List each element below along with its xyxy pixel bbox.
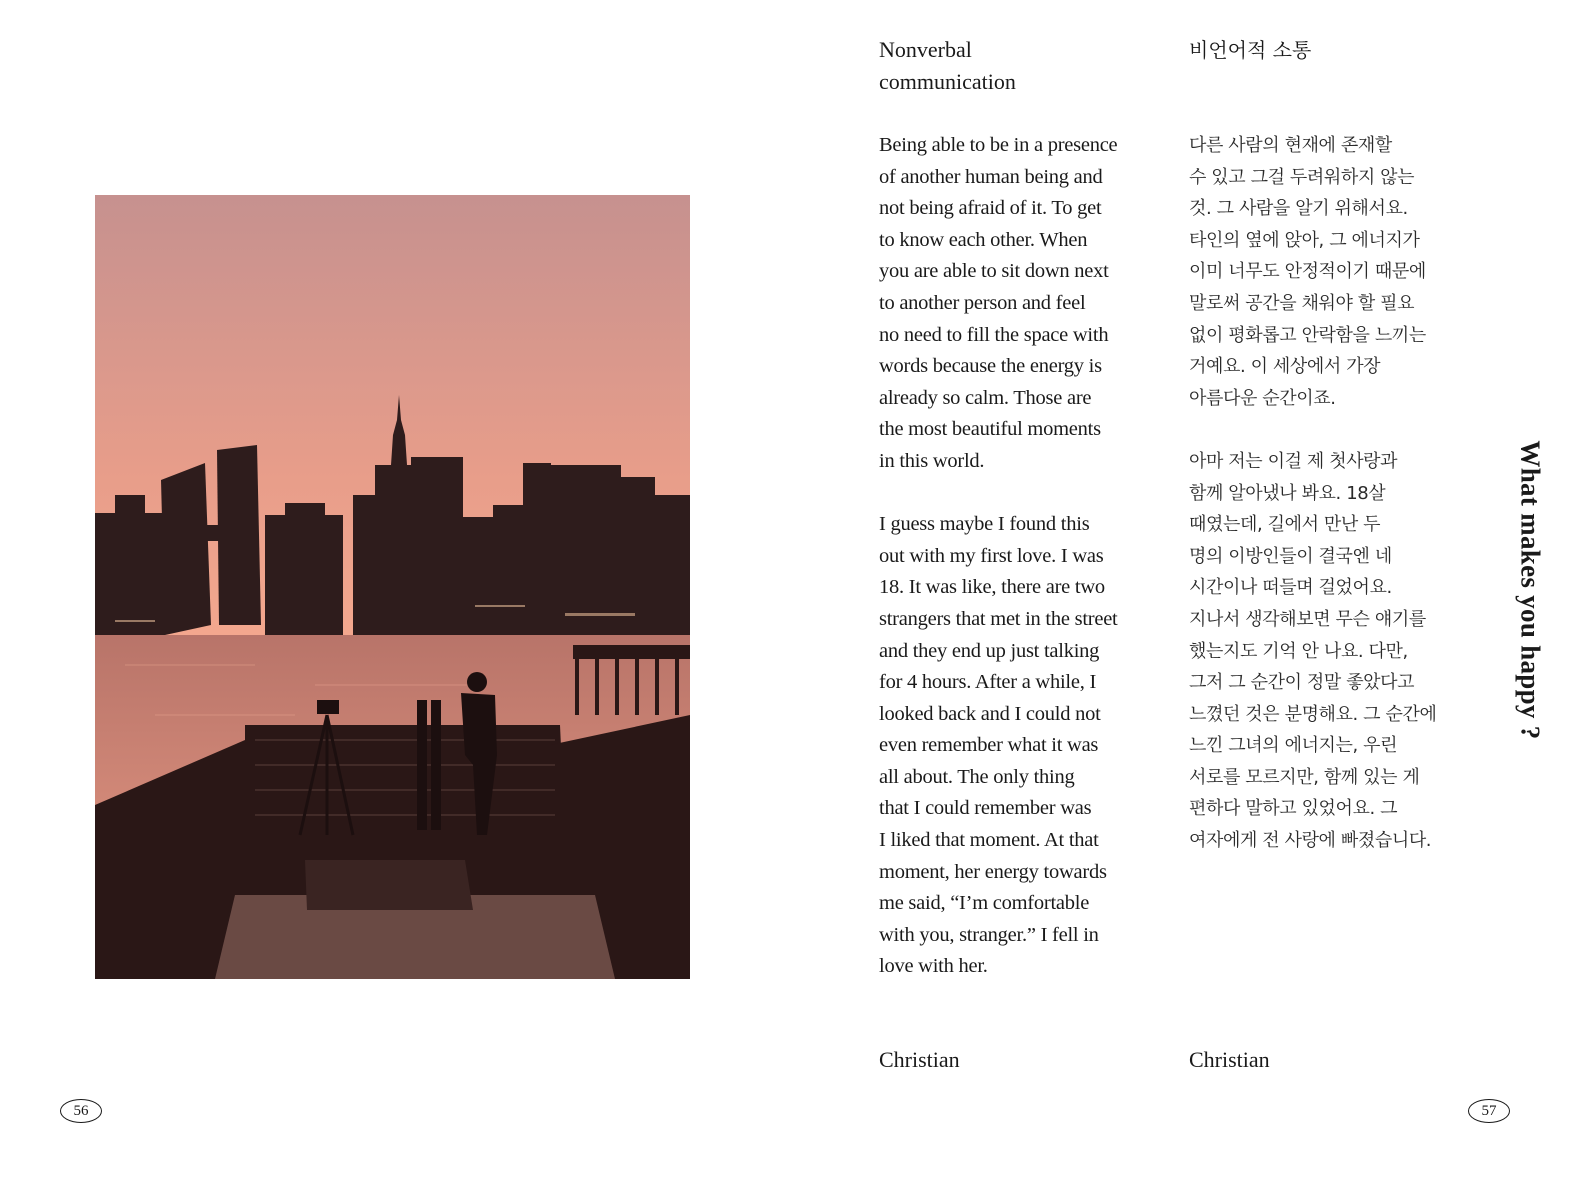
korean-signature: Christian <box>1189 1047 1270 1072</box>
english-paragraph: I guess maybe I found this out with my first love. I was 18. It was like, there are two strangers that met in the street and they end up just talking for 4 hours. After a while, I looked back and I could not even remember what it was all about. The only thing that I could remember was I liked that moment. At that moment, her energy towards me said, “I’m comfortable with you, stranger.” I fell in love with her. <box>879 513 1118 978</box>
english-column <box>879 34 1169 978</box>
page-number-left: 56 <box>60 1099 102 1123</box>
korean-heading: 비언어적 소통 <box>1189 38 1312 62</box>
english-signature: Christian <box>879 1047 960 1072</box>
english-body <box>879 130 1118 983</box>
sunset-skyline-photo <box>95 195 690 979</box>
section-title-vertical: What makes you happy ? <box>1515 440 1546 740</box>
korean-paragraph: 다른 사람의 현재에 존재할 수 있고 그걸 두려워하지 않는 것. 그 사람을 알기 위해서요. 타인의 옆에 앉아, 그 에너지가 이미 너무도 안정적이기 때문에 말로써 공간을 채워야 할 필요 없이 평화롭고 안락함을 느끼는 거예요. 이 세상에서 가장 아름다운 순간이죠. <box>1189 135 1426 409</box>
korean-body <box>1189 130 1436 857</box>
korean-paragraph: 아마 저는 이걸 제 첫사랑과 함께 알아냈나 봐요. 18살 때였는데, 길에서 만난 두 명의 이방인들이 결국엔 네 시간이나 떠들며 걸었어요. 지나서 생각해보면 무슨 얘기를 했는지도 기억 안 나요. 다만, 그저 그 순간이 정말 좋았다고 느꼈던 것은 분명해요. 그 순간에 느낀 그녀의 에너지는, 우린 서로를 모르지만, 함께 있는 게 편하다 말하고 있었어요. 그 여자에게 전 사랑에 빠졌습니다. <box>1189 450 1437 852</box>
english-paragraph: Being able to be in a presence of another human being and not being afraid of it. To get to know each other. When you are able to sit down next to another person and feel no need to fill the space with words because the energy is already so calm. Those are the most beautiful moments in this world. <box>879 134 1118 472</box>
page-number-right: 57 <box>1468 1099 1510 1123</box>
english-heading: Nonverbal communication <box>879 37 1016 94</box>
korean-column <box>1189 34 1474 852</box>
